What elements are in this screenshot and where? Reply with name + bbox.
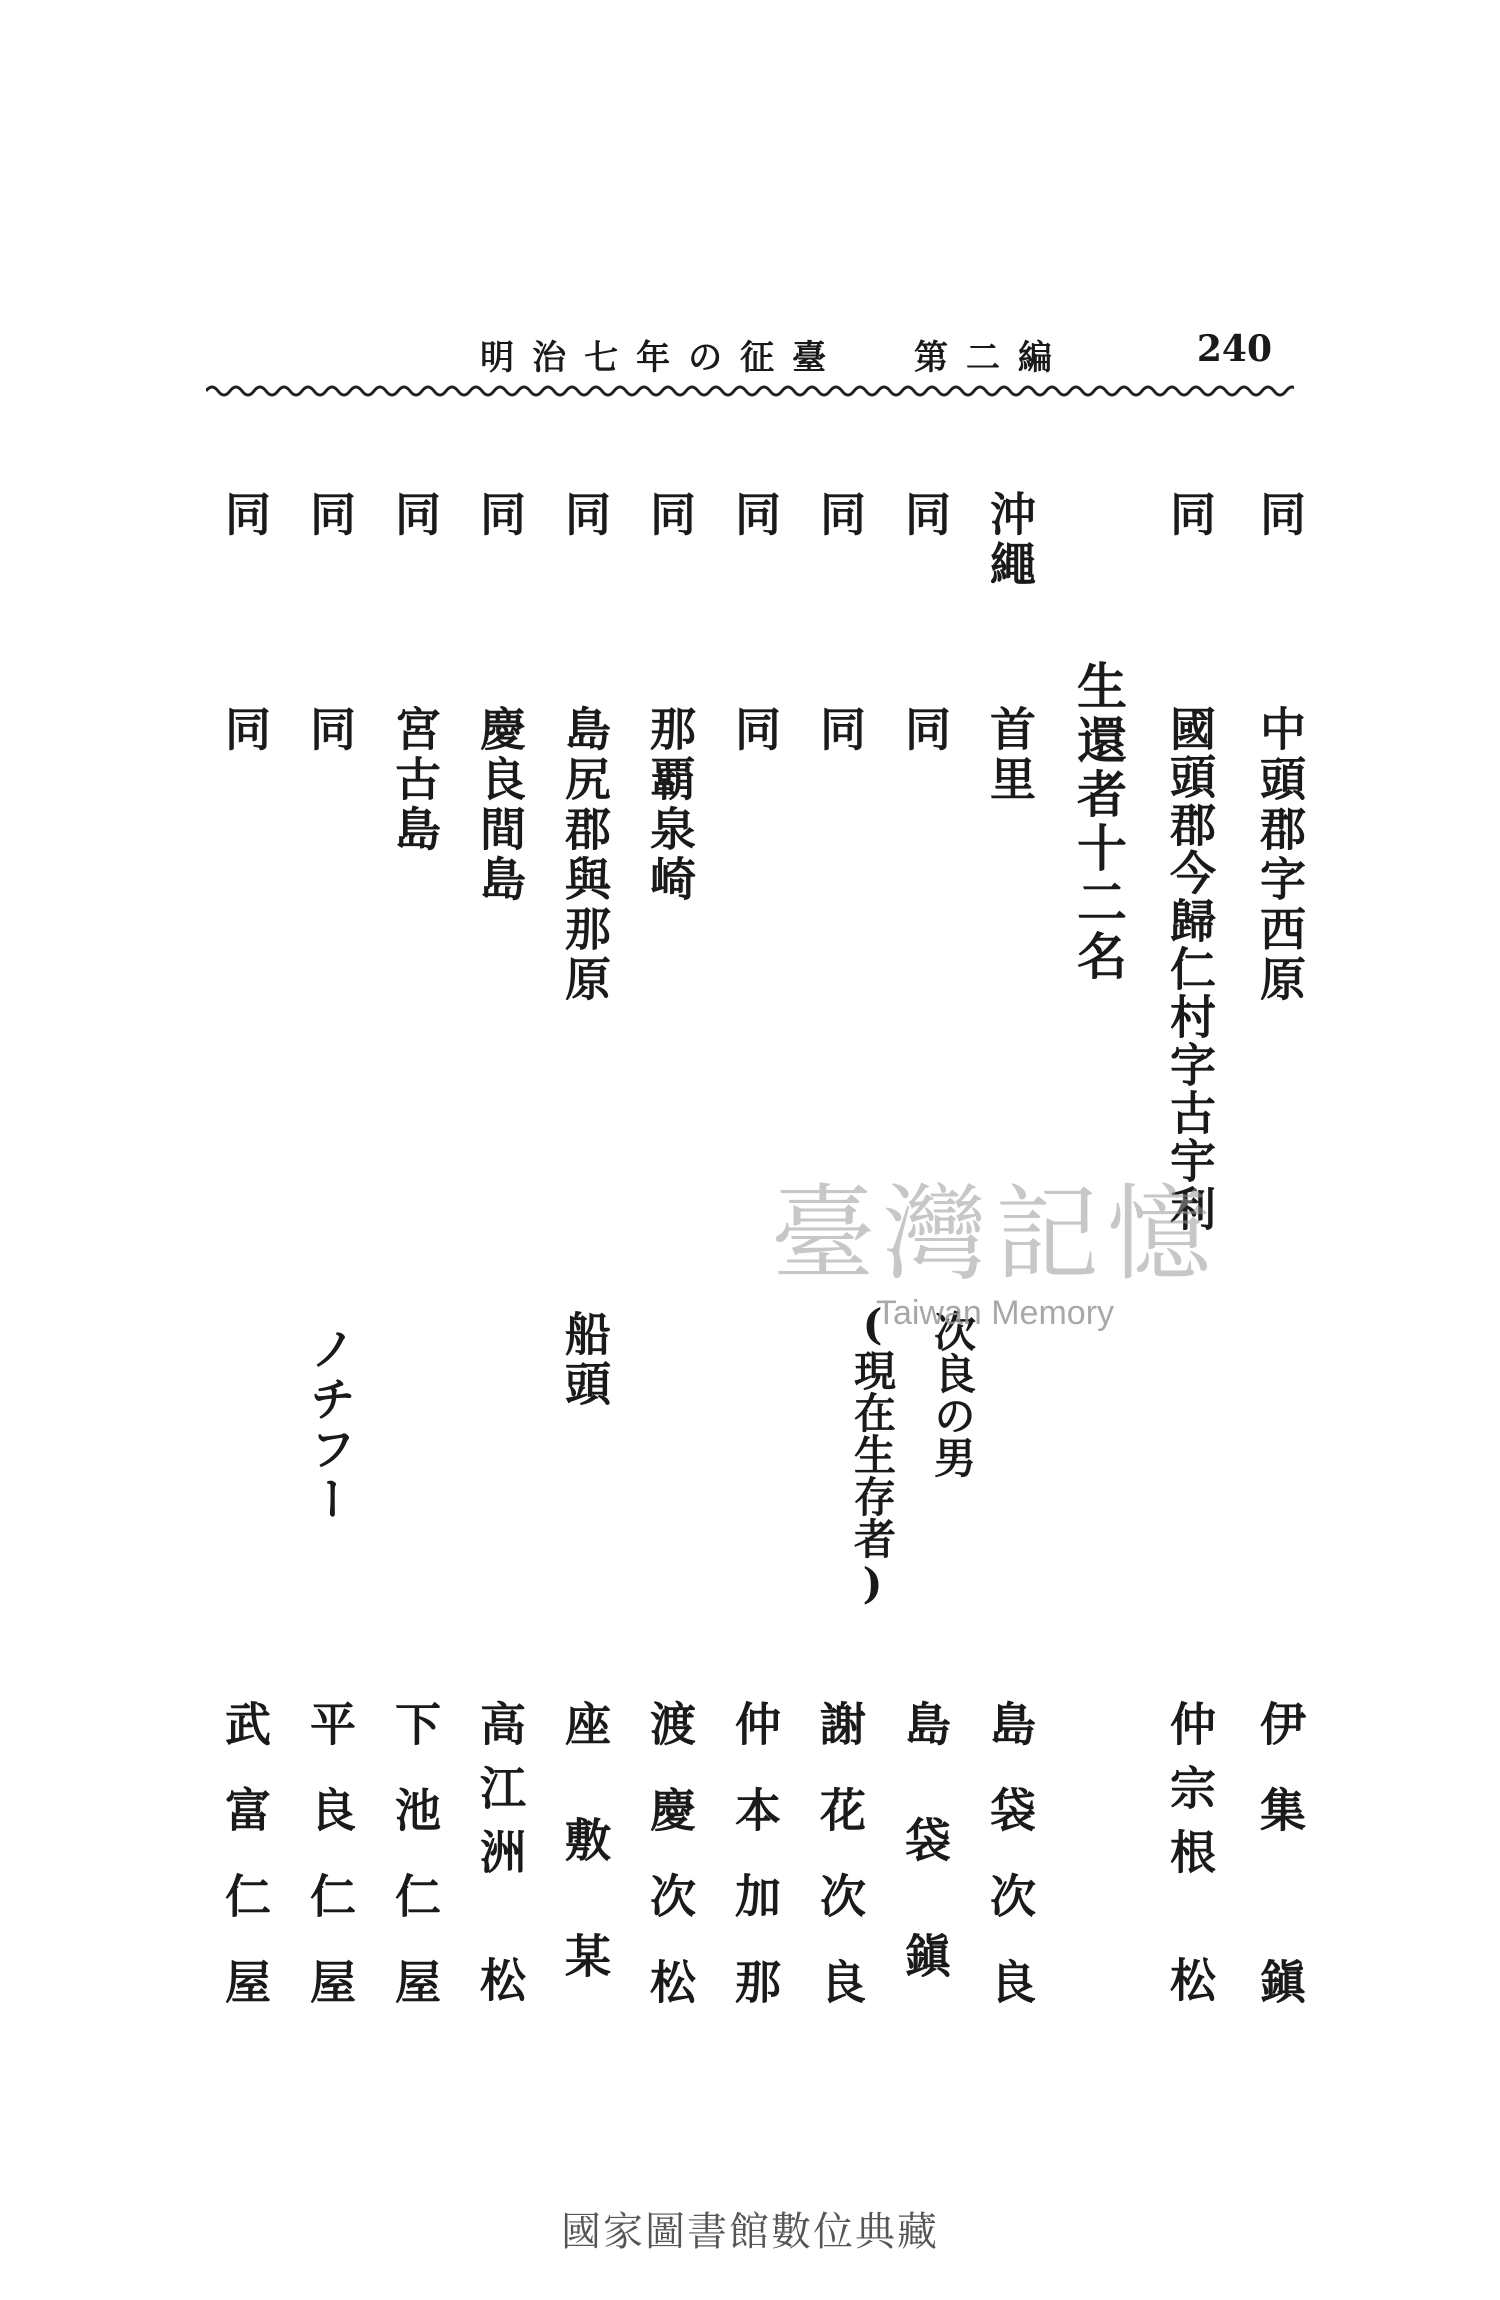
running-header <box>440 330 1070 379</box>
row-name: 渡慶次松 <box>643 1700 697 2044</box>
row-prefix: 同 <box>643 490 697 540</box>
row-name: 平良仁屋 <box>303 1700 357 2044</box>
row-place: 同 <box>303 705 357 755</box>
row-note: 次良の男 <box>928 1310 977 1478</box>
row-name: 伊集 鎭 <box>1253 1700 1307 2044</box>
row-note: 船頭 <box>558 1310 612 1410</box>
row-prefix: 同 <box>898 490 952 540</box>
row-note: (現在生存者) <box>848 1300 897 1608</box>
row-name: 武富仁屋 <box>218 1700 272 2044</box>
row-name: 下池仁屋 <box>388 1700 442 2044</box>
row-prefix: 同 <box>1163 490 1217 540</box>
row-prefix: 同 <box>388 490 442 540</box>
row-note: ノチフー <box>303 1325 357 1525</box>
header-part-title: 第二編 <box>914 338 1070 378</box>
survivors-heading: 生還者十二名 <box>1069 660 1128 984</box>
row-name: 仲本加那 <box>728 1700 782 2044</box>
row-place: 中頭郡字西原 <box>1253 705 1307 1005</box>
taiwan-memory-watermark <box>735 1150 1255 1332</box>
row-place: 同 <box>218 705 272 755</box>
row-prefix: 同 <box>813 490 867 540</box>
row-name: 島袋次良 <box>983 1700 1037 2044</box>
row-prefix: 同 <box>558 490 612 540</box>
row-place: 同 <box>813 705 867 755</box>
watermark-chinese: 臺灣記憶 <box>770 1173 1219 1295</box>
wavy-header-rule <box>206 382 1294 400</box>
row-name: 座 敷 某 <box>558 1700 612 1990</box>
row-prefix: 同 <box>218 490 272 540</box>
row-prefix: 同 <box>728 490 782 540</box>
row-place: 宮古島 <box>388 705 442 855</box>
page-number: 240 <box>1196 328 1272 370</box>
row-prefix: 沖繩 <box>983 490 1037 590</box>
row-place: 首里 <box>983 705 1037 805</box>
row-prefix: 同 <box>1253 490 1307 540</box>
row-place: 國頭郡今歸仁村字古宇利 <box>1163 705 1217 1233</box>
row-name: 仲宗根 松 <box>1163 1700 1217 2020</box>
row-place: 同 <box>728 705 782 755</box>
watermark-english: Taiwan Memory <box>875 1294 1115 1332</box>
library-footer: 國家圖書館數位典藏 <box>561 2209 939 2255</box>
row-name: 島 袋 鎭 <box>898 1700 952 1990</box>
row-place: 島尻郡與那原 <box>558 705 612 1005</box>
row-place: 慶良間島 <box>473 705 527 905</box>
row-name: 謝花次良 <box>813 1700 867 2044</box>
header-section-title: 明治七年の征臺 <box>480 338 845 378</box>
row-name: 高江洲 松 <box>473 1700 527 2020</box>
row-prefix: 同 <box>473 490 527 540</box>
row-place: 那覇泉崎 <box>643 705 697 905</box>
row-prefix: 同 <box>303 490 357 540</box>
row-place: 同 <box>898 705 952 755</box>
